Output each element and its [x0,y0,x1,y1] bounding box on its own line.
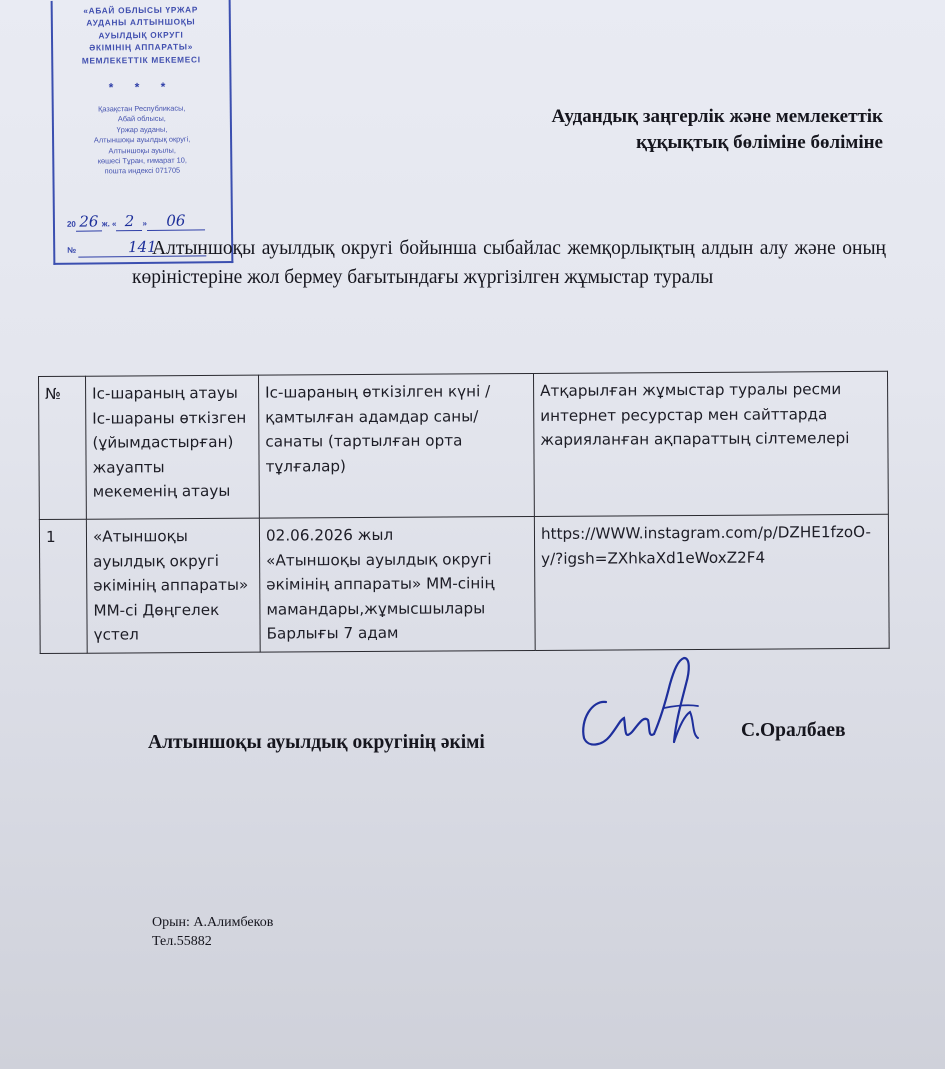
handwritten-signature [574,650,714,760]
stamp-organization [53,3,230,67]
recipient-line: Аудандық заңгерлік және мемлекеттік [551,106,883,127]
executor-name: Орын: А.Алимбеков [152,915,274,930]
executor-phone: Тел.55882 [152,934,212,949]
stamp-stars: * * * [108,79,175,95]
header-cell-date: Іс-шараның өткізілген күні /қамтылған адамдар саны/ санаты (тартылған орта тұлғалар) [258,373,534,518]
signatory-name: С.Оралбаев [741,720,846,741]
stamp-address-line: Абай облысы, [117,114,166,124]
cell-participants: «Атыншоқы ауылдық округі әкімінің аппараты» ММ-сінің мамандары,жұмысшылары [266,549,495,619]
stamp-number-prefix: № [67,245,77,255]
stamp-org-line: АУДАНЫ АЛТЫНШОҚЫ [86,16,196,28]
stamp-address-line: Алтыншоқы ауылдық округі, [93,134,191,145]
stamp-address-line: Алтыншоқы ауылы, [108,145,176,156]
stamp-address-line: Үржар ауданы, [116,124,168,135]
footer [152,913,273,951]
table-row [39,514,889,653]
stamp-date-month: 06 [147,211,205,231]
stamp-org-line: ӘКІМІНІҢ АППАРАТЫ» [89,41,194,53]
stamp-date-sep: ж. « [101,219,117,229]
cell-total: Барлығы 7 адам [266,624,399,643]
cell-date [259,516,535,652]
header-cell-event: Іс-шараның атауы Іс-шараны өткізген (ұйымдастырған) жауапты мекеменің атауы [86,375,260,519]
stamp-address [54,103,231,178]
stamp-date-prefix: 20 [66,219,76,229]
cell-date-value: 02.06.2026 жыл [265,525,394,545]
recipient-block [463,104,883,156]
document-subject: Алтыншоқы ауылдық округі бойынша сыбайлас жемқорлықтың алдын алу және оның көріністеріне жол бермеу бағытындағы жүргізілген жұмыстар туралы [132,238,886,288]
stamp-date-line [67,211,205,231]
cell-event: «Атыншоқы ауылдық округі әкімінің аппараты» ММ-сі Дөңгелек үстел [86,518,260,653]
recipient-line: құқықтық бөліміне бөліміне [636,132,883,153]
official-stamp [51,0,234,265]
report-table [38,371,890,654]
stamp-number-value: 141 [78,237,206,257]
stamp-address-line: Қазақстан Республикасы, [98,103,186,114]
cell-link[interactable]: https://WWW.instagram.com/p/DZHE1fzoO-y/?igsh=ZXhkaXd1eWoxZ2F4 [534,514,889,650]
stamp-address-line: көшесі Тұран, ғимарат 10, [97,155,187,166]
stamp-org-line: МЕМЛЕКЕТТІК МЕКЕМЕСІ [81,54,201,66]
cell-number: 1 [39,519,87,653]
table-header-row [39,371,889,519]
stamp-date-year: 26 [76,212,102,231]
signatory-title: Алтыншоқы ауылдық округінің әкімі [148,732,485,753]
stamp-org-line: «АБАЙ ОБЛЫСЫ ҮРЖАР [83,4,199,16]
header-cell-links: Атқарылған жұмыстар туралы ресми интернет ресурстар мен сайттарда жарияланған ақпараттың сілтемелері [533,371,888,516]
stamp-address-line: пошта индексі 071705 [104,166,181,176]
header-cell-number: № [39,376,87,519]
stamp-date-sep: » [142,218,147,229]
stamp-date-day: 2 [116,212,142,231]
stamp-org-line: АУЫЛДЫҚ ОКРУГІ [98,29,184,41]
